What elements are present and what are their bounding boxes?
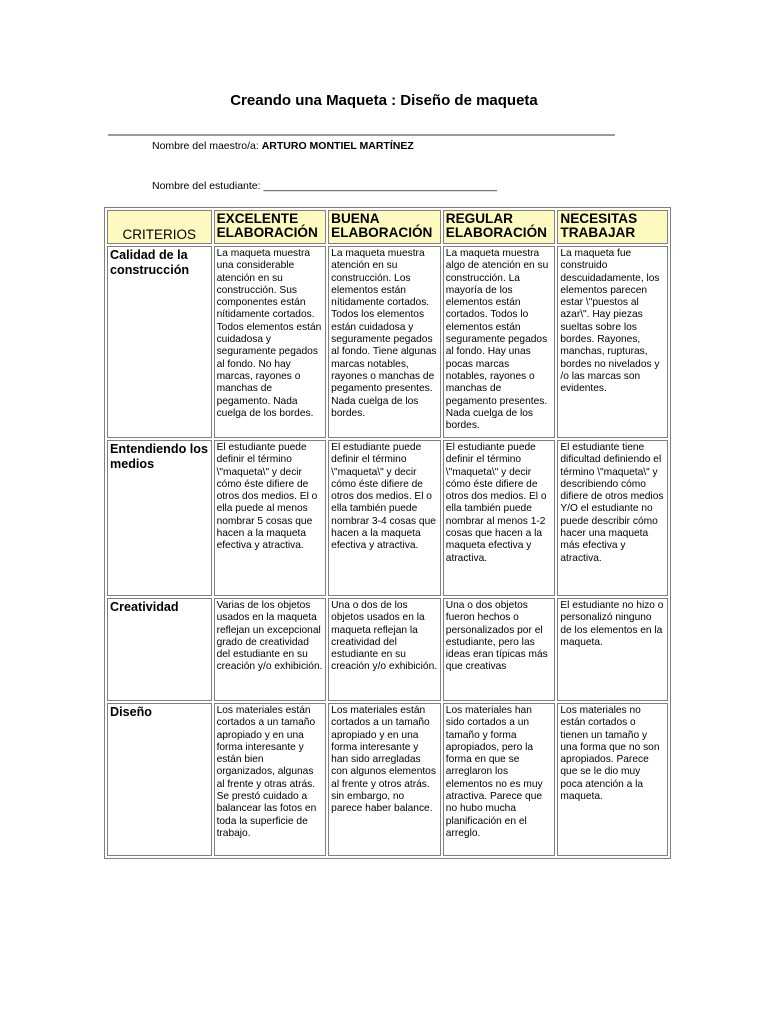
rubric-table [104, 207, 671, 859]
teacher-line [152, 140, 414, 152]
rubric-cell: La maqueta muestra atención en su construcción. Los elementos están nítidamente cortados. Todos los elementos están cuidadosa y seguramente pegados al fondo. Tiene algunas marcas notables, rayones o manchas de pegamento presentes. Nada cuelga de los bordes. [328, 246, 441, 438]
table-row [107, 246, 668, 438]
document-title: Creando una Maqueta : Diseño de maqueta [230, 92, 538, 109]
title-divider [108, 134, 615, 136]
table-row [107, 703, 668, 856]
rubric-cell: La maqueta muestra una considerable atención en su construcción. Sus componentes están nítidamente cortados. Todos elementos están cuidadosa y seguramente pegados al fondo. No hay marcas, rayones o manchas de pegamento. Nada cuelga de los bordes. [214, 246, 327, 438]
rubric-cell: El estudiante no hizo o personalizó ninguno de los elementos en la maqueta. [557, 598, 668, 701]
criterion-cell: Diseño [107, 703, 212, 856]
rubric-cell: El estudiante puede definir el término \"maqueta\" y decir cómo éste difiere de otros dos medios. El o ella puede al menos nombrar 5 cosas que hacen a la maqueta efectiva y atractiva. [214, 440, 327, 596]
rubric-cell: El estudiante tiene dificultad definiendo el término \"maqueta\" y describiendo cómo difiere de otros medios Y/O el estudiante no puede describir cómo hacer una maqueta más efectiva y atractiva. [557, 440, 668, 596]
header-excelente: EXCELENTE ELABORACIÓN [214, 210, 327, 244]
rubric-cell: El estudiante puede definir el término \"maqueta\" y decir cómo éste difiere de otros dos medios. El o ella también puede nombrar al menos 1-2 cosas que hacen a la maqueta efectiva y atractiva. [443, 440, 556, 596]
rubric-cell: Los materiales han sido cortados a un tamaño y forma apropiados, pero la forma en que se arreglaron los elementos no es muy atractiva. Parece que no hubo mucha planificación en el arreglo. [443, 703, 556, 856]
rubric-cell: Una o dos de los objetos usados en la maqueta reflejan la creatividad del estudiante en su creación y/o exhibición. [328, 598, 441, 701]
rubric-cell: Los materiales están cortados a un tamaño apropiado y en una forma interesante y han sido arregladas con algunos elementos al frente y otros atrás. sin embargo, no parece haber balance. [328, 703, 441, 856]
rubric-cell: La maqueta fue construido descuidadamente, los elementos parecen estar \"puestos al azar\". Hay piezas sueltas sobre los bordes. Rayones, manchas, rupturas, bordes no nivelados y /o las marcas son evidentes. [557, 246, 668, 438]
criterion-cell: Entendiendo los medios [107, 440, 212, 596]
header-buena: BUENA ELABORACIÓN [328, 210, 441, 244]
criterion-cell: Creatividad [107, 598, 212, 701]
rubric-cell: Los materiales están cortados a un tamaño apropiado y en una forma interesante y están bien organizados, algunas al frente y otras atrás. Se prestó cuidado a balancear las fotos en toda la superficie de trabajo. [214, 703, 327, 856]
header-necesitas: NECESITAS TRABAJAR [557, 210, 668, 244]
student-line: Nombre del estudiante: ________________________________________ [152, 180, 498, 192]
header-row [107, 210, 668, 244]
criterion-cell: Calidad de la construcción [107, 246, 212, 438]
rubric-cell: El estudiante puede definir el término \"maqueta\" y decir cómo éste difiere de otros dos medios. El o ella también puede nombrar 3-4 cosas que hacen a la maqueta efectiva y atractiva. [328, 440, 441, 596]
header-criterios: CRITERIOS [107, 210, 212, 244]
rubric-cell: Varias de los objetos usados en la maqueta reflejan un excepcional grado de creatividad del estudiante en su creación y/o exhibición. [214, 598, 327, 701]
rubric-cell: La maqueta muestra algo de atención en su construcción. La mayoría de los elementos están cortados. Todos lo elementos están seguramente pegados al fondo. Hay unas pocas marcas notables, rayones o manchas de pegamento presentes. Nada cuelga de los bordes. [443, 246, 556, 438]
table-row [107, 440, 668, 596]
teacher-label: Nombre del maestro/a: [152, 140, 262, 152]
table-row [107, 598, 668, 701]
header-regular: REGULAR ELABORACIÓN [443, 210, 556, 244]
rubric-cell: Una o dos objetos fueron hechos o personalizados por el estudiante, pero las ideas eran típicas más que creativas [443, 598, 556, 701]
teacher-name: ARTURO MONTIEL MARTÍNEZ [261, 140, 414, 152]
rubric-cell: Los materiales no están cortados o tienen un tamaño y una forma que no son apropiados. Parece que se le dio muy poca atención a la maqueta. [557, 703, 668, 856]
